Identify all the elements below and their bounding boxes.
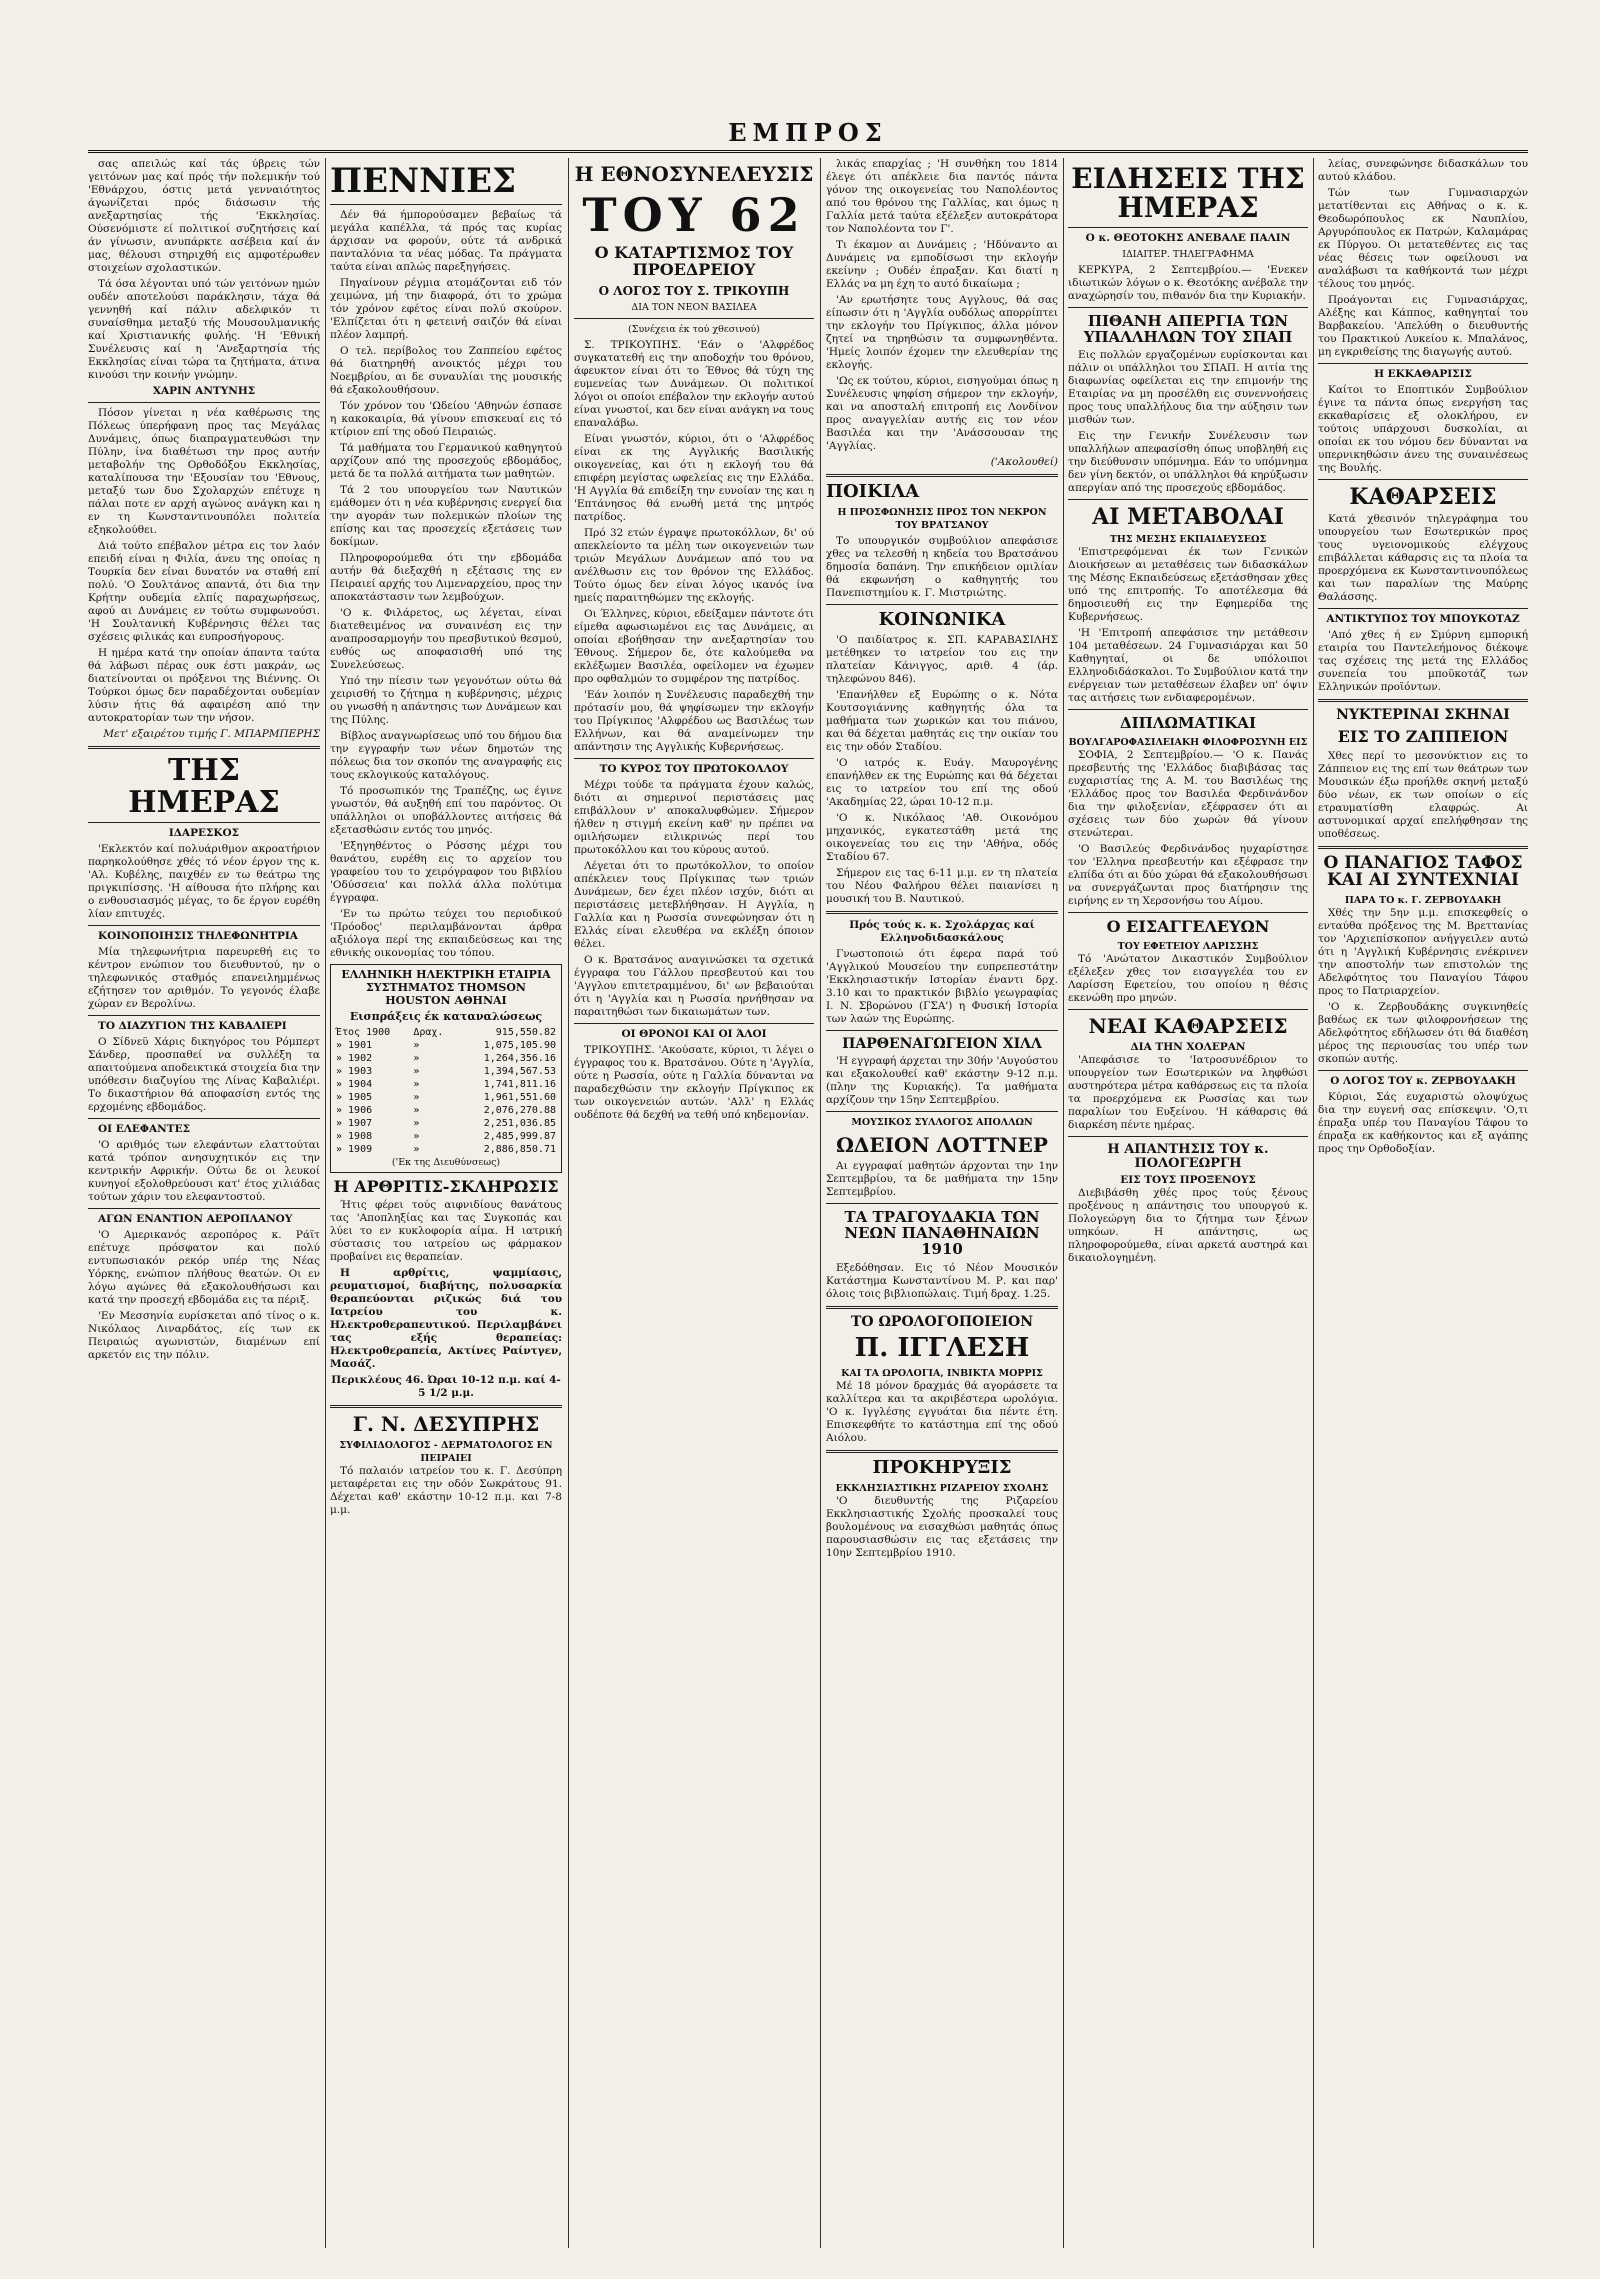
divider [826, 911, 1058, 914]
ad-title: ΤΟ ΩΡΟΛΟΓΟΠΟΙΕΙΟΝ [850, 1313, 1034, 1330]
article-text: Δέν θά ήμπορούσαμεν βεβαίως τά μεγάλα καπέλλα, τά πρός τας κυρίας άρχισαν να φορούν, ούτε τά ανδρικά πανταλόνια τα νέας μόδας. Τα πράγματα ταύτα είναι απλώς παρεξηγήσεις. [330, 208, 562, 273]
article-text: 'Ως εκ τούτου, κύριοι, εισηγούμαι όπως η Συνέλευσις ψηφίση σήμερον την εκλογήν, και να αποσταλή επιτροπή εις Λονδίνον προς αναγγελίαν αυτής εις τον νέον Βασιλέα και την 'Ανάσσουσαν της 'Αγγλίας. [826, 375, 1058, 452]
subheading: ΤΟ ΚΥΡΟΣ ΤΟΥ ΠΡΩΤΟΚΟΛΛΟΥ [599, 763, 789, 776]
divider [88, 746, 320, 749]
article-text: 'Ο διευθυντής της Ριζαρείου Εκκλησιαστικής Σχολής προσκαλεί τους βουλομένους να εισαχθώσι μαθητάς όπως παρουσιασθώσιν εις τας εξετάσεις την 10ην Σεπτεμβρίου 1910. [826, 1494, 1058, 1559]
headline: ΤΟΥ 62 [582, 188, 806, 242]
divider [1068, 912, 1308, 913]
article-text: Χθές την 5ην μ.μ. επισκεφθείς ο ενταύθα πρόξενος της Μ. Βρεττανίας τον 'Αρχιεπίσκοπον ανήγγειλεν αυτώ ότι η 'Αγγλική Κυβέρνησις ενέκρινεν την αποστολήν των επιστολών της Αδελφότητος του Παναγίου Τάφου προς το Πατριαρχείον. [1318, 907, 1528, 998]
column-rule [568, 158, 569, 2248]
subheading: ΑΓΩΝ ΕΝΑΝΤΙΟΝ ΑΕΡΟΠΛΑΝΟΥ [98, 1213, 293, 1225]
divider [1318, 1070, 1528, 1071]
ad-title: ΠΡΟΚΗΡΥΞΙΣ [872, 1456, 1012, 1478]
headline: ΝΕΑΙ ΚΑΘΑΡΣΕΙΣ [1088, 1013, 1288, 1038]
article-text: Μέχρι τούδε τα πράγματα έχουν καλώς, διότι αι σημερινοί περιστάσεις μας επιβάλλουν ν' αποκαλυφθώμεν. Σήμερον ήλθεν η στιγμή εκείνη καθ' ην πρέπει να ομιλήσωμεν ειλικρινώς περί του πρωτοκόλλου και του κύρους αυτού. [574, 779, 814, 857]
article-text: Μία τηλεφωνήτρια παρευρεθή εις το κέντρον ενώπιον του διευθυντού, ην ο τηλεφωνικός σταθμός επανειλημμένως εζήτησεν τον αριθμόν. Το γεγονός έλαβε χώραν εν Βερολίνω. [88, 946, 320, 1010]
article-text: 'Ο κ. Νικόλαος 'Αθ. Οικονόμου μηχανικός, εγκατεστάθη μετά της οικογενείας του εις την 'Αθήνα, οδός Σταδίου 67. [826, 811, 1058, 863]
article-text: Διεβιβάσθη χθές προς τούς ξένους προξένους η απάντησις του υπουργού κ. Πολογεώργη δια το ζήτημα των ξένων υπηκόων. Η απάντησις, ως πληροφορούμεθα, είναι αρκετά αυστηρά και δικαιολογημένη. [1068, 1187, 1308, 1265]
article-text: Υπό την πίεσιν των γεγονότων ούτω θά χειρισθή το ζήτημα η κυβέρνησις, μέχρις ου γνωσθή η απάντησις των Δυνάμεων και της Πύλης. [330, 674, 562, 726]
divider [826, 1030, 1058, 1031]
table-row: » 1909 » 2,886,850.71 [336, 1143, 556, 1155]
headline: ΠΙΘΑΝΗ ΑΠΕΡΓΙΑ ΤΩΝ ΥΠΑΛΛΗΛΩΝ ΤΟΥ ΣΠΑΠ [1083, 311, 1293, 346]
subheadline: ΔΙΑ ΤΗΝ ΧΟΛΕΡΑΝ [1130, 1040, 1246, 1053]
article-text: Γνωστοποιώ ότι έφερα παρά τού 'Αγγλικού Μουσείου την ευπρεπεστάτην 'Εκκλησιαστικήν Ιστορίαν έναντι δρχ. 3.10 και το πρακτικόν βιβλίο γεωγραφίας Ι. Ν. Σβορώνου (ΓΣΑ') η Φυσική Ιστορία των λαών της Ευρώπης. [826, 947, 1058, 1025]
ad-title: Γ. Ν. ΔΕΣΥΠΡΗΣ [352, 1412, 540, 1437]
article-text: ΚΕΡΚΥΡΑ, 2 Σεπτεμβρίου.— 'Ενεκεν ιδιωτικών λόγων ο κ. Θεοτόκης ανέβαλε την αναχώρησίν του, πιθανόν δια την Κυριακήν. [1068, 263, 1308, 302]
table-row: » 1905 » 1,961,551.60 [336, 1091, 556, 1103]
table-row: » 1907 » 2,251,036.85 [336, 1117, 556, 1129]
section-title: ΚΟΙΝΩΝΙΚΑ [878, 608, 1006, 630]
headline: ΔΙΠΛΩΜΑΤΙΚΑΙ [1120, 714, 1256, 733]
advertisement-box [330, 964, 562, 1173]
subheadline: ΕΙΣ ΤΟ ΖΑΠΠΕΙΟΝ [1337, 726, 1509, 746]
article-text: 'Επανήλθεν εξ Ευρώπης ο κ. Νότα Κουτσογιάννης καθηγητής όλα τα μαθήματα των χωρικών και του πιάνου, και θά δέχεται μαθητάς εις την οικίαν του εις την οδόν Σταδίου. [826, 688, 1058, 753]
article-text: Τι έκαμον αι Δυνάμεις ; 'Ηδύναντο αι Δυνάμεις να εμποδίσωσι την εκλογήν εκείνην ; Ουδέν έπραξαν. Και διατί η Ελλάς να μη έχη το αυτό δικαίωμα ; [826, 239, 1058, 290]
article-text: 'Εκλεκτόν καί πολυάριθμον ακροατήριον παρηκολούθησε χθές τό νέον έργον της κ. 'Αλ. Κυβέλης, παιχθέν εν τω θεάτρω της πριγκιπίσσης. 'Η αίθουσα ήτο πλήρης και ο ενθουσιασμός μέγας, το δε έργον ευρέθη λίαν επιτυχές. [88, 843, 320, 920]
article-text: 'Εάν λοιπόν η Συνέλευσις παραδεχθή την πρότασίν μου, θά ψηφίσωμεν την εκλογήν του Πρίγκιπος 'Αλφρέδου ως Βασιλέως των Ελλήνων, και θά αναμείνωμεν την απάντησιν της Αγγλικής Κυβερνήσεως. [574, 689, 814, 754]
article-text: 'Ο κ. Ζερβουδάκης συγκινηθείς βαθέως εκ των φιλοφρονήσεων της Αδελφότητος εδήλωσεν ότι θά διαθέση μέρος της περιουσίας του υπέρ των σκοπών αυτής. [1318, 1001, 1528, 1066]
divider [826, 1203, 1058, 1204]
article-text: 'Εξηγηθέντος ο Ρόσσης μέχρι του θανάτου, ευρέθη εις το αρχείον του γραφείου του το χειρόγραφον του βιβλίου 'Οδύσσεια' και πολλά άλλα πολύτιμα έγγραφα. [330, 839, 562, 904]
subheadline: ΤΗΣ ΜΕΣΗΣ ΕΚΠΑΙΔΕΥΣΕΩΣ [1109, 534, 1267, 546]
article-text: Ο Σίδνεϋ Χάρις δικηγόρος του Ρόμπερτ Σάνδερ, προσπαθεί να συλλέξη τα απαιτούμενα αποδεικτικά στοιχεία δια την υπόθεσιν διαζυγίου της Λίνας Καβαλιέρι. Το δικαστήριον θά αποφασίση εντός της ερχομένης εβδομάδος. [88, 1036, 320, 1113]
subheadline: ΕΙΣ ΤΟΥΣ ΠΡΟΞΕΝΟΥΣ [1120, 1174, 1256, 1187]
article-text: Η αρθρίτις, ψαμμίασις, ρευματισμοί, διαβήτης, πολυσαρκία θεραπεύονται ριζικώς διά του Ιατρείου του κ. Ηλεκτροθεραπευτικού. Περιλαμβάνει τας εξής θεραπείας: Ηλεκτροθεραπεία, Ακτίνες Ραίντγεν, Μασάζ. [330, 1267, 562, 1371]
divider [330, 204, 562, 205]
headline: Ο ΠΑΝΑΓΙΟΣ ΤΑΦΟΣ ΚΑΙ ΑΙ ΣΥΝΤΕΧΝΙΑΙ [1323, 852, 1523, 891]
section-title: ΤΗΣ ΗΜΕΡΑΣ [128, 753, 280, 820]
ad-title: ΠΑΡΘΕΝΑΓΩΓΕΙΟΝ ΧΙΛΛ [842, 1035, 1042, 1052]
subheadline: Ο ΚΑΤΑΡΤΙΣΜΟΣ ΤΟΥ ΠΡΟΕΔΡΕΙΟΥ [594, 243, 794, 280]
divider [88, 1015, 320, 1016]
article-text: 'Ο Αμερικανός αεροπόρος κ. Ράϊτ επέτυχε πρόσφατον και πολύ εντυπωσιακόν ρεκόρ υπέρ της Νέας Υόρκης, ενώπιον πλήθους θεατών. Οι εν λόγω αγώνες θά εξακολουθήσωσι και κατά την προσεχή εβδομάδα εις τα πέριξ. [88, 1229, 320, 1306]
article-text: λείας, συνεφώνησε διδασκάλων του αυτού κλάδου. [1318, 158, 1528, 183]
ad-subtitle: ΚΑΙ ΤΑ ΩΡΟΛΟΓΙΑ, ΙΝΒΙΚΤΑ ΜΟΡΡΙΣ [841, 1367, 1043, 1379]
subheading: Η ΕΚΚΑΘΑΡΙΣΙΣ [1374, 368, 1472, 380]
article-text: Οι Έλληνες, κύριοι, εδείξαμεν πάντοτε ότι είμεθα αφωσιωμένοι εις τας Δυνάμεις, αι οποίαι εβοήθησαν την ανεξαρτησίαν του Έθνους. Σήμερον δε, ότε καλούμεθα να εκλέξωμεν Βασιλέα, οφείλομεν να έχωμεν προ οφθαλμών το συμφέρον της πατρίδος. [574, 608, 814, 686]
headline: ΚΑΘΑΡΣΕΙΣ [1349, 484, 1497, 510]
article-text: 'Ο Βασιλεύς Φερδινάνδος ηυχαρίστησε τον 'Ελληνα πρεσβευτήν και εξέφρασε την ελπίδα ότι αι δύο χώραι θά εξακολουθήσωσι να συνεργάζωνται προς διατήρησιν της ειρήνης εν τη Χερσονήσω του Αίμου. [1068, 843, 1308, 908]
column-rule [325, 158, 326, 2248]
article-text: 'Εν τω πρώτω τεύχει του περιοδικού 'Πρόοδος' περιλαμβάνονται άρθρα αξιόλογα περί της εκπαιδεύσεως και της εθνικής οικονομίας του τόπου. [330, 907, 562, 959]
subheading: ΤΟ ΔΙΑΖΥΓΙΟΝ ΤΗΣ ΚΑΒΑΛΙΕΡΙ [98, 1020, 287, 1032]
article-text: Τών των Γυμνασιαρχών μετατίθενται εις Αθήνας ο κ. κ. Θεοδωρόπουλος εκ Ναυπλίου, Αργυρόπουλος εκ Πατρών, Καλαμάρας εκ Πύργου. Οι μετατεθέντες εις τας νέας θέσεις των οφείλουσι να αναλάβωσι τα καθήκοντά των μέχρι τέλους του μηνός. [1318, 187, 1528, 290]
table-row: Έτος 1900 Δραχ. 915,550.82 [336, 1026, 556, 1038]
masthead [88, 118, 1528, 153]
continued-note: ('Ακολουθεί) [990, 456, 1058, 468]
article-text: Τά μαθήματα του Γερμανικού καθηγητού αρχίζουν από της προσεχούς εβδομάδος, μετά δε τα πολλά αιτήματα των μαθητών. [330, 441, 562, 480]
article-text: Τό παλαιόν ιατρείον του κ. Γ. Δεσύπρη μεταφέρεται εις την οδόν Σωκράτους 91. Δέχεται καθ' εκάστην 10-12 π.μ. και 7-8 μ.μ. [330, 1465, 562, 1517]
article-text: Πληροφορούμεθα ότι την εβδομάδα αυτήν θά διεξαχθή η εξέτασις της εν Πειραιεί αρχής του Λιμεναρχείου, προς την αποκατάστασιν των λεμβούχων. [330, 551, 562, 603]
article-text: 'Ο κ. Φιλάρετος, ως λέγεται, είναι διατεθειμένος να συναινέση εις την αναπροσαρμογήν του πρεσβυτικού θεσμού, ευθύς ως αποφασισθή υπό της Συνελεύσεως. [330, 606, 562, 671]
article-text: Καίτοι το Εποπτικόν Συμβούλιον έγινε τα πάντα όπως ενεργήση τας εκκαθαρίσεις εξ ολοκλήρου, εν τούτοις υπάρχουσι δυσκολίαι, αι οποίαι εκ του νόμου δεν δύνανται να υπερνικηθώσιν άνευ της συναινέσεως της Βουλής. [1318, 384, 1528, 474]
article-text: Πηγαίνουν ρέγμια ατομάζονται ειδ τόν χειμώνα, μή την διαφορά, ότι το χρώμα τόν χρόνον εφέτος είναι πολύ σκούρον. 'Ελπίζεται ότι η φετεινή σαιζόν θά είναι πλέον λαμπρή. [330, 276, 562, 341]
revenue-table [334, 1026, 558, 1156]
signature: Μετ' εξαιρέτου τιμής Γ. ΜΠΑΡΜΠΕΡΗΣ [103, 728, 320, 740]
column-2 [330, 158, 562, 2248]
subheading: ΙΔΙΑΙΤΕΡ. ΤΗΛΕΓΡΑΦΗΜΑ [1122, 248, 1254, 260]
subheadline: ΒΟΥΛΓΑΡΟΦΑΣΙΛΕΙΑΚΗ ΦΙΛΟΦΡΟΣΥΝΗ ΕΙΣ [1068, 737, 1308, 749]
ad-subtitle: Εισπράξεις έκ καταναλώσεως [349, 1009, 543, 1023]
headline: Ο ΕΙΣΑΓΓΕΛΕΥΩΝ [1106, 917, 1270, 937]
divider [330, 1405, 562, 1408]
article-text: Τό 'Ανώτατον Δικαστικόν Συμβούλιον εξέλεξεν χθες τον εισαγγελέα του εν Λαρίσση Εφετείου, του οποίου η θέσις εκενώθη προ μηνών. [1068, 952, 1308, 1004]
table-row: » 1901 » 1,075,105.90 [336, 1039, 556, 1051]
article-text: 'Αν ερωτήσητε τους Αγγλους, θά σας είπωσιν ότι η 'Αγγλία ουδόλως απορρίπτει την εκλογήν του Πρίγκιπος, άλλα μόνον ζητεί να τηρηθώσιν τα συμφωνηθέντα. 'Ημείς λοιπόν έχομεν την ελευθερίαν της εκλογής. [826, 294, 1058, 371]
divider [88, 1208, 320, 1209]
subheading: ΑΝΤΙΚΤΥΠΟΣ ΤΟΥ ΜΠΟΥΚΟΤΑΖ [1326, 613, 1520, 626]
article-text: Τά 2 του υπουργείου των Ναυτικών εμάθομεν ότι η νέα κυβέρνησις ενεργεί δια την αγοράν των πολεμικών πλοίων της επίσης και τας προσεχείς εξετάσεις των δοκίμων. [330, 483, 562, 548]
divider [1318, 608, 1528, 609]
subheadline: ΔΙΑ ΤΟΝ ΝΕΟΝ ΒΑΣΙΛΕΑ [631, 302, 757, 314]
article-text: Μέ 18 μόνον δραχμάς θά αγοράσετε τα καλλίτερα και τα ακριβέστερα ωρολόγια. 'Ο κ. Ιγγλέσης εγγυάται δια πέντε έτη. Επισκεφθήτε το κατάστημα επί της οδού Αιόλου. [826, 1379, 1058, 1444]
article-text: Ο κ. Βρατσάνος αναγινώσκει τα σχετικά έγγραφα του Γάλλου πρεσβευτού και του 'Αγγλου επιτετραμμένου, δι' ων βεβαιούται ότι η 'Αγγλία και η Ρωσσία ηρνήθησαν να παραιτηθώσι των δικαιωμάτων των. [574, 954, 814, 1019]
column-6 [1318, 158, 1528, 2248]
column-3 [574, 158, 814, 2248]
divider [1068, 499, 1308, 500]
divider [826, 1450, 1058, 1453]
article-text: Εις την Γενικήν Συνέλευσιν των υπαλλήλων απεφασίσθη όπως υποβληθή εις την διεύθυνσιν υπόμνημα. Εάν το υπόμνημα δεν γίνη δεκτόν, οι υπάλληλοι θά κηρύξωσιν απεργίαν από της προσεχούς εβδομάδος. [1068, 430, 1308, 495]
article-text: Σ. ΤΡΙΚΟΥΠΗΣ. 'Εάν ο 'Αλφρέδος συγκατατεθή εις την αποδοχήν του θρόνου, άφευκτον είναι ότι το Έθνος θά τύχη της ευμενείας των Δυνάμεων. Οι πολιτικοί λόγοι οι οποίοι επέβαλον την εκλογήν αυτού είναι γνωστοί, και δεν είναι ανάγκη να τους επαναλάβω. [574, 339, 814, 430]
section-title: ΕΙΔΗΣΕΙΣ ΤΗΣ ΗΜΕΡΑΣ [1071, 162, 1305, 225]
ad-subtitle: ΕΚΚΛΗΣΙΑΣΤΙΚΗΣ ΡΙΖΑΡΕΙΟΥ ΣΧΟΛΗΣ [835, 1482, 1049, 1494]
divider [826, 1306, 1058, 1309]
article-text: Πρό 32 ετών έγραψε πρωτοκόλλων, δι' ού απεκλείοντο τα μέλη των οικογενειών των τριών Μεγάλων Δυνάμεων από του να ανέλθωσιν εις τον θρόνον της Ελλάδος. Τούτο όμως δεν είναι λόγος ικανός ίνα ημείς παραιτηθώμεν της εκλογής. [574, 527, 814, 605]
divider [1318, 699, 1528, 702]
headline: ΝΥΚΤΕΡΙΝΑΙ ΣΚΗΝΑΙ [1336, 707, 1510, 724]
divider [826, 604, 1058, 605]
article-text: ΣΟΦΙΑ, 2 Σεπτεμβρίου.— 'Ο κ. Πανάς πρεσβευτής της 'Ελλάδος διαβιβάσας τας ευχαριστίας της Α. Μ. του Βασιλέως της 'Ελλάδος προς τον Βασιλέα Φερδινάνδον δια την φιλοξενίαν, εξέφρασεν ότι αι σχέσεις των δύο χωρών θά γίνουν στενώτεραι. [1068, 749, 1308, 840]
table-row: » 1903 » 1,394,567.53 [336, 1065, 556, 1077]
article-text: Τά όσα λέγονται υπό τών γειτόνων ημών ουδέν αποτελούσι παράκλησιν, τάχα θά γεννηθή καί πάλιν αδελφικόν τι συναίσθημα μεταξύ τής Μουσουλμανικής καί Χριστιανικής φυλής. 'Η 'Εθνική Συνέλευσις καί η 'Ανεξαρτησία τής Εκκλησίας είναι τώρα τα ζητήματα, άτινα κινούσι την κοινήν γνώμην. [88, 278, 320, 381]
article-text: Τόν χρόνον του 'Ωδείου 'Αθηνών έσπασε η κακοκαιρία, θά γίνουν επισκευαί εις τό κτίριον επί της οδού Πειραιώς. [330, 399, 562, 438]
subheadline: ΤΟΥ ΕΦΕΤΕΙΟΥ ΛΑΡΙΣΣΗΣ [1117, 940, 1259, 952]
divider [1068, 709, 1308, 710]
note: (Συνέχεια έκ τού χθεσινού) [628, 324, 760, 336]
article-text: Διά τούτο επέβαλον μέτρα εις τον λαόν επειδή είναι η Φιλία, άνευ της οποίας η Τουρκία δεν είναι δυνατόν να σταθή επί πολύ. 'Ο Σουλτάνος απαντά, ότι δια την Κρήτην ουδεμία ελπίς παραχωρήσεως, αφού αι Δυνάμεις εν τούτω συμφωνούσι. 'Η Σουλτανική Κυβέρνησις θέλει τας σχέσεις φιλικάς και ευπροσήγορους. [88, 540, 320, 643]
headline: Η ΑΠΑΝΤΗΣΙΣ ΤΟΥ κ. ΠΟΛΟΓΕΩΡΓΗ [1107, 1141, 1269, 1171]
article-text: λικάς επαρχίας ; 'Η συνθήκη του 1814 έλεγε ότι απέκλειε δια παντός πάντα γόνον της οικογενείας του Ναπολέοντος από του θρόνου της Γαλλίας, και όμως η Γαλλία μετά ταύτα εξέλεξεν αυτοκράτορα τον Ναπολέοντα τον Γ'. [826, 158, 1058, 235]
article-text: σας απειλώς καί τάς ύβρεις τών γειτόνων μας καί πρός τήν πολεμικήν τού 'Εθνάρχου, όστις μετά γενναιότητος άγωνίζεται πρός διάσωσιν τής ανεξαρτησίας τής 'Εκκλησίας. Ούσενόμιστε εί πολιτικοί συζητήσεις καί άν γίνωσιν, ανυπάρκτε ασέβεια καί άν μας, θέλουσι στηριχθή εις αμφοτέρωθεν στοιχείων σχολαστικών. [88, 158, 320, 274]
divider [1068, 1009, 1308, 1010]
subheading: Ο κ. ΘΕΟΤΟΚΗΣ ΑΝΕΒΑΛΕ ΠΑΛΙΝ [1085, 231, 1291, 244]
ad-subtitle: ΣΥΦΙΛΙΔΟΛΟΓΟΣ - ΔΕΡΜΑΤΟΛΟΓΟΣ ΕΝ ΠΕΙΡΑΙΕΙ [339, 1440, 553, 1465]
subheading: ΟΙ ΕΛΕΦΑΝΤΕΣ [98, 1123, 190, 1135]
article-text: Χθες περί το μεσονύκτιον εις το Ζάππειον εις της επί των θεάτρων των Μουσικών έξω προήλθε σκηνή μεταξύ δύο νέων, εκ των οποίων ο είς ετραυματίσθη ελαφρώς. Αι αστυνομικαί αρχαί επελήφθησαν της υποθέσεως. [1318, 749, 1528, 840]
divider [1318, 846, 1528, 849]
ad-title: ΕΛΛΗΝΙΚΗ ΗΛΕΚΤΡΙΚΗ ΕΤΑΙΡΙΑ ΣΥΣΤΗΜΑΤΟΣ THOMSON HOUSTON ΑΘΗΝΑΙ [341, 967, 551, 1007]
divider [88, 925, 320, 926]
article-text: Εξεδόθησαν. Εις τό Νέον Μουσικόν Κατάστημα Κωνσταντίνου Μ. Ρ. και παρ' όλοις τοις βιβλιοπώλαις. Τιμή δραχ. 1.25. [826, 1261, 1058, 1300]
subheading: ΙΔΑΡΕΣΚΟΣ [168, 827, 240, 839]
article-text: 'Ο παιδίατρος κ. ΣΠ. ΚΑΡΑΒΑΣΙΛΗΣ μετέθηκεν το ιατρείον του εις την πλατείαν Κάνιγγος, αριθ. 4 (άρ. τηλεφώνου 846). [826, 633, 1058, 685]
subheading: Η ΠΡΟΣΦΩΝΗΣΙΣ ΠΡΟΣ ΤΟΝ ΝΕΚΡΟΝ ΤΟΥ ΒΡΑΤΣΑΝΟΥ [837, 506, 1047, 531]
article-text: Τό προσωπικόν της Τραπέζης, ως έγινε γνωστόν, θά αυξηθή επί του παρόντος. Οι υπάλληλοι οι υποβάλλοντες αιτήσεις θά εξετασθώσιν εντός του μηνός. [330, 784, 562, 836]
article-text: Κύριοι, Σάς ευχαριστώ ολοψύχως δια την ευγενή σας επίσκεψιν. 'Ο,τι έπραξα υπέρ του Παναγίου Τάφου το έπραξα εκ καθήκοντος και εξ αγάπης προς την Ορθοδοξίαν. [1318, 1091, 1528, 1156]
divider [826, 1111, 1058, 1112]
column-1 [88, 158, 320, 2248]
article-text: Βίβλος αναγνωρίσεως υπό του δήμου δια την εγγραφήν των νέων δημοτών της πόλεως δια τον σκοπόν της αναγραφής εις τους εκλογικούς καταλόγους. [330, 729, 562, 781]
table-row: » 1904 » 1,741,811.16 [336, 1078, 556, 1090]
section-title: ΠΕΝΝΙΕΣ [330, 161, 517, 201]
article-text: 'Απεφάσισε το 'Ιατροσυνέδριον το υπουργείον των Εσωτερικών να ληφθώσι αυστηρότερα μέτρα καθάρσεως εις τα πλοία τα προερχόμενα εκ Ρωσσίας και των παραλίων του Ευξείνου. 'Η κάθαρσις θά διαρκέση πέντε ημέρας. [1068, 1053, 1308, 1131]
article-text: Σήμερον εις τας 6-11 μ.μ. εν τη πλατεία του Νέου Φαλήρου θέλει παιανίσει η μουσική του Β. Ναυτικού. [826, 866, 1058, 905]
signature: ΧΑΡΙΝ ΑΝΤΥΝΗΣ [152, 385, 256, 397]
column-5 [1068, 158, 1308, 2248]
subheadline: Ο ΛΟΓΟΣ ΤΟΥ Σ. ΤΡΙΚΟΥΠΗ [598, 283, 790, 298]
address: Περικλέους 46. Ώραι 10-12 π.μ. καί 4-5 1/2 μ.μ. [331, 1374, 561, 1400]
ad-title: Π. ΙΓΓΛΕΣΗ [854, 1333, 1030, 1364]
table-row: » 1908 » 2,485,999.87 [336, 1130, 556, 1142]
ad-subtitle: ΜΟΥΣΙΚΟΣ ΣΥΛΛΟΓΟΣ ΑΠΟΛΛΩΝ [851, 1117, 1033, 1129]
article-text: ΤΡΙΚΟΥΠΗΣ. 'Ακούσατε, κύριοι, τι λέγει ο έγγραφος του κ. Βρατσάνου. Ούτε η 'Αγγλία, ούτε η Ρωσσία, ούτε η Γαλλία δύνανται να παραδεχθώσιν την εκλογήν Πρίγκιπος εκ των οικογενειών αυτών. 'Αλλ' η Ελλάς ουδέποτε θά δεχθή να τεθή υπό κηδεμονίαν. [574, 1044, 814, 1122]
article-text: Κατά χθεσινόν τηλεγράφημα του υπουργείου των Εσωτερικών προς τους υγειονομικούς ελέγχους επιβάλλεται κάθαρσις εις τα πλοία τα προερχόμενα εκ Κωνσταντινουπόλεως και των παραλίων της Μαύρης Θαλάσσης. [1318, 513, 1528, 604]
headline: Η ΕΘΝΟΣΥΝΕΛΕΥΣΙΣ [574, 162, 814, 186]
article-text: Λέγεται ότι το πρωτόκολλον, το οποίον απέκλειεν τους Πρίγκιπας των τριών Δυνάμεων, δεν έχει πλέον ισχύν, διότι αι περιστάσεις μετεβλήθησαν. Η Αγγλία, η Γαλλία και η Ρωσσία συνεφώνησαν ότι η Ελλάς είναι ελευθέρα να εκλέξη όποιον θέλει. [574, 860, 814, 951]
divider [826, 474, 1058, 477]
divider [1068, 227, 1308, 228]
article-text: Προάγονται εις Γυμνασιάρχας, Αλέξης και Κάππος, καθηγηταί του Βαρβακείου. 'Απελύθη ο διευθυντής του Πρακτικού Λυκείου κ. Μπαλάνος, μη εγκριθείσης της διαγωγής αυτού. [1318, 294, 1528, 358]
section-title: ΠΟΙΚΙΛΑ [826, 481, 920, 502]
article-text: Η ημέρα κατά την οποίαν άπαντα ταύτα θά λάβωσι πέρας ουκ έστι μακράν, ως διατείνονται οι πρόξενοι της Βιέννης. Οι Τούρκοι όμως δεν παραδέχονται ουδεμίαν λύσιν ήτις θά αφαιρέση από την αυτοκρατορίαν των την νήσον. [88, 647, 320, 724]
column-4 [826, 158, 1058, 2248]
divider [88, 402, 320, 403]
ad-footnote: ('Εκ της Διευθύνσεως) [391, 1156, 501, 1168]
article-text: 'Επιστρεφόμεναι έκ των Γενικών Διοικήσεων αι μεταθέσεις των διδασκάλων της Μέσης Εκπαιδεύσεως εξετάσθησαν χθες υπό της επιτροπής. Το αποτέλεσμα θά δημοσιευθή εις την Εφημερίδα της Κυβερνήσεως. [1068, 546, 1308, 624]
headline: ΑΙ ΜΕΤΑΒΟΛΑΙ [1092, 504, 1284, 531]
article-text: 'Η 'Επιτροπή απεφάσισε την μετάθεσιν 104 μεταθέσεων. 24 Γυμνασιάρχαι και 50 Καθηγηταί, οι δε υπόλοιποι Ελληνοδιδάσκαλοι. Το Συμβούλιον κατά την ενέργειαν των μεταθέσεων έλαβεν υπ' όψιν τας αιτήσεις των ενδιαφερομένων. [1068, 627, 1308, 705]
article-text: 'Η εγγραφή άρχεται την 30ήν 'Αυγούστου και εξακολουθεί καθ' εκάστην 9-12 π.μ. (πλην της Κυριακής). Τα μαθήματα αρχίζουν την 15ην Σεπτεμβρίου. [826, 1055, 1058, 1107]
article-text: 'Ο ιατρός κ. Ευάγ. Μαυρογένης επανήλθεν εκ της Ευρώπης και θά δέχεται εις το ιατρείον του επί της οδού 'Ακαδημίας 22, ώραι 10-12 π.μ. [826, 756, 1058, 808]
divider [574, 1023, 814, 1024]
article-text: 'Από χθες ή εν Σμύρνη εμπορική εταιρία του Παντελεήμονος διέκοψε τας σχέσεις της μετά της Ελλάδος συνεπεία του μποϋκοτάζ των Ελληνικών προϊόντων. [1318, 629, 1528, 694]
table-row: » 1902 » 1,264,356.16 [336, 1052, 556, 1064]
ad-title: Πρός τούς κ. κ. Σχολάρχας καί Ελληνοδιδασκάλους [849, 918, 1035, 944]
subheading: ΟΙ ΘΡΟΝΟΙ ΚΑΙ ΟΙ ΆΛΟΙ [621, 1028, 767, 1041]
article-text: Είναι γνωστόν, κύριοι, ότι ο 'Αλφρέδος είναι εκ της Αγγλικής Βασιλικής οικογενείας, και ότι η εκλογή του θά επιφέρη μεγίστας ωφελείας εις την Ελλάδα. 'Η Αγγλία θά επιδείξη την ευνοίαν της και η 'Επτάνησος θά ενωθή μετά της μητρός πατρίδος. [574, 433, 814, 524]
divider [574, 318, 814, 319]
article-text: Ήτις φέρει τούς αιφνιδίους θανάτους τας 'Αποπληξίας και τας Συγκοπάς και λύει το εν κυκλοφορία αίμα. Η ιατρική σύστασις του ιατρείου ως φάρμακον προβαίνει εις θεραπείαν. [330, 1199, 562, 1264]
article-text: Ο τελ. περίβολος του Ζαππείου εφέτος θά διατηρηθή ανοικτός μέχρι του Νοεμβρίου, αι δε συναυλίαι της μουσικής θά εξακολουθήσουν. [330, 344, 562, 396]
column-rule [1063, 158, 1064, 2248]
column-rule [820, 158, 821, 2248]
column-rule [1313, 158, 1314, 2248]
article-text: 'Εν Μεσσηνία ευρίσκεται από τίνος ο κ. Νικόλαος Λιναρδάτος, είς των εκ Πειραιώς αγωνιστών, διαμένων επί αρκετόν εις την πόλιν. [88, 1310, 320, 1361]
article-text: Πόσον γίνεται η νέα καθέρωσις της Πόλεως ύπερήφανη προς τας Μεγάλας Δυνάμεις, όπως διαπραγματευθώσι την Πύλην, ίνα διαθέτωσι την προς αυτήν μεταβολήν της Ορθοδόξου Εκκλησίας, καταλίπουσα την 'Εξουσίαν του 'Εθνους, μεταξύ των δυο Σχολαρχών επέτυχε η πάλαι ποτε εν αρχή αγώνος ανάγκη και η εν τη Κωνσταντινουπόλει πολιτεία εξηκολούθει. [88, 407, 320, 536]
newspaper-title: ΕΜΠΡΟΣ [728, 118, 888, 147]
divider [574, 758, 814, 759]
ad-title: ΩΔΕΙΟΝ ΛΟΤΤΝΕΡ [836, 1133, 1048, 1158]
subheading: Ο ΛΟΓΟΣ ΤΟΥ κ. ΖΕΡΒΟΥΔΑΚΗ [1330, 1075, 1516, 1088]
ad-title: ΤΑ ΤΡΑΓΟΥΔΑΚΙΑ ΤΩΝ ΝΕΩΝ ΠΑΝΑΘΗΝΑΙΩΝ 1910 [844, 1208, 1040, 1258]
article-text: Εις πολλών εργαζομένων ευρίσκονται και πάλιν οι υπάλληλοι του ΣΠΑΠ. Η αιτία της διαφωνίας οφείλεται εις την επιμονήν της Εταιρίας να μη προσέλθη εις συνεννοήσεις προς τους υπαλλήλους δια την αύξησιν των μισθών των. [1068, 349, 1308, 427]
subheading: ΚΟΙΝΟΠΟΙΗΣΙΣ ΤΗΛΕΦΩΝΗΤΡΙΑ [98, 930, 298, 942]
article-text: 'Ο αριθμός των ελεφάντων ελαττούται κατά τρόπον ανησυχητικόν εις την κεντρικήν Αφρικήν. Ούτω δε οι λευκοί κυνηγοί εξολοθρεύουσι κατ' έτος χιλιάδας τούτων χάριν του ελεφαντοστού. [88, 1139, 320, 1203]
article-text: Αι εγγραφαί μαθητών άρχονται την 1ην Σεπτεμβρίου, τα δε μαθήματα την 15ην Σεπτεμβρίου. [826, 1160, 1058, 1199]
article-text: Το υπουργικόν συμβούλιον απεφάσισε χθες να τελεσθή η κηδεία του Βρατσάνου δημοσία δαπάνη. Την επικήδειον ομιλίαν θά εκφωνήση ο καθηγητής του Πανεπιστημίου κ. Γ. Μιστριώτης. [826, 534, 1058, 599]
ad-title: Η ΑΡΘΡΙΤΙΣ-ΣΚΛΗΡΩΣΙΣ [333, 1176, 559, 1196]
divider [1318, 479, 1528, 480]
divider [88, 822, 320, 823]
table-row: » 1906 » 2,076,270.88 [336, 1104, 556, 1116]
divider [88, 1118, 320, 1119]
divider [1318, 363, 1528, 364]
subheadline: ΠΑΡΑ ΤΟ κ. Γ. ΖΕΡΒΟΥΔΑΚΗ [1344, 895, 1502, 907]
divider [1068, 307, 1308, 308]
divider [1068, 1136, 1308, 1137]
